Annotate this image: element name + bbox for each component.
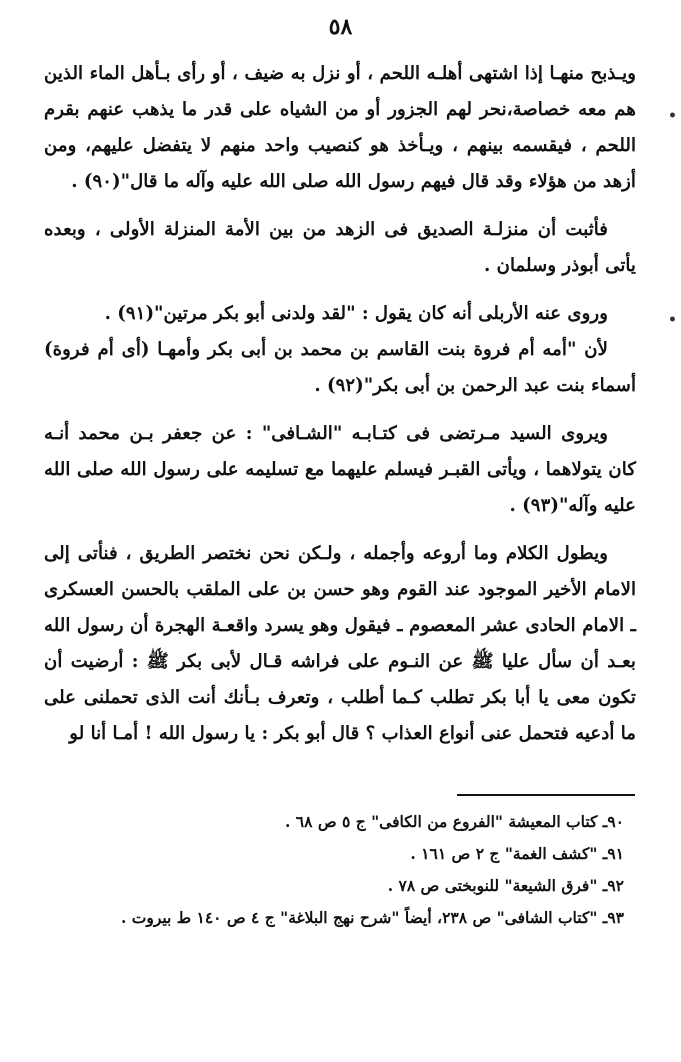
footnote-91: ٩١ـ "كشف الغمة" ج ٢ ص ١٦١ .	[410, 844, 624, 863]
footnote-93: ٩٣ـ "كتاب الشافى" ص ٢٣٨، أيضاً "شرح نهج البلاغة" ج ٤ ص ١٤٠ ط بيروت .	[120, 908, 624, 927]
paragraph-1: ويـذبح منهـا إذا اشتهى أهلـه اللحم ، أو نزل به ضيف ، أو رأى بـأهل الماء الذين هم معه خصاصة،نحر لهم الجزور أو من الشياه على قدر ما يذهب عنهم بقرم اللحم ، فيقسمه بينهم ، ويـأخذ هو كنصيب واحد منهم لا يتفضل عليهم، ومن أزهد من هؤلاء وقد قال فيهم رسول الله صلى الله عليه وآله ما قال"(٩٠) .	[44, 63, 636, 192]
page-number: ٥٨	[328, 14, 353, 40]
margin-dot-icon: •	[668, 108, 677, 124]
margin-dot-icon: •	[668, 312, 677, 328]
paragraph-3: وروى عنه الأربلى أنه كان يقول : "لقد ولدنى أبو بكر مرتين"(٩١) .	[104, 303, 608, 324]
paragraph-2: فأثبت أن منزلـة الصديق فى الزهد من بين الأمة المنزلة الأولى ، وبعده يأتى أبوذر وسلمان .	[44, 219, 636, 276]
paragraph-6: ويطول الكلام وما أروعه وأجمله ، ولـكن نحن نختصر الطريق ، فنأتى إلى الامام الأخير الموجود عند القوم وهو حسن بن على الملقب بالحسن العسكرى ـ الامام الحادى عشر المعصوم ـ فيقول وهو يسرد واقعـة الهجرة أن رسول الله بعـد أن سأل عليا ﷺ عن النـوم على فراشه قـال لأبى بكر ﷺ : أرضيت أن تكون معى يا أبا بكر تطلب كـما أطلب ، وتعرف بـأنك أنت الذى تحملنى على ما أدعيه فتحمل عنى أنواع العذاب ؟ قال أبو بكر : يا رسول الله ! أمـا أنا لو	[44, 543, 636, 744]
paragraph-5: ويروى السيد مـرتضى فى كتـابـه "الشـافى" : عن جعفر بـن محمد أنـه كان يتولاهما ، ويأتى القبـر فيسلم عليهما مع تسليمه على رسول الله صلى الله عليه وآله"(٩٣) .	[44, 423, 636, 516]
main-text	[44, 56, 636, 752]
footnotes	[44, 806, 636, 934]
footnote-divider	[457, 794, 635, 796]
paragraph-4: لأن "أمه أم فروة بنت القاسم بن محمد بن أبى بكر وأمهـا (أى أم فروة) أسماء بنت عبد الرحمن بن أبى بكر"(٩٢) .	[44, 339, 636, 396]
footnote-92: ٩٢ـ "فرق الشيعة" للنوبختى ص ٧٨ .	[387, 876, 624, 895]
footnote-90: ٩٠ـ كتاب المعيشة "الفروع من الكافى" ج ٥ ص ٦٨ .	[284, 812, 624, 831]
